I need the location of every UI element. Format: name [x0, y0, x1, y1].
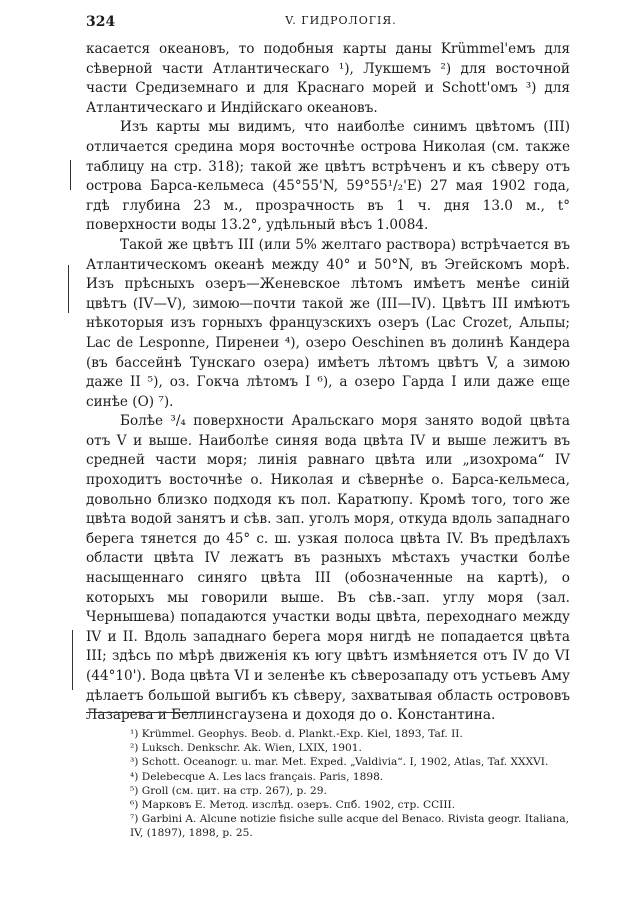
body-text: [86, 40, 570, 726]
running-head: V. ГИДРОЛОГІЯ.: [285, 14, 397, 27]
paragraph-4: Болѣе ³/₄ поверхности Аральскаго моря занято водой цвѣта отъ V и выше. Наиболѣе синяя вода цвѣта IV и выше лежитъ въ средней части моря; линія равнаго цвѣта или „изохрома“ IV проходитъ восточнѣе о. Николая и сѣвернѣе о. Барса-кельмеса, довольно близко подходя къ пол. Каратюпу. Кромѣ того, того же цвѣта водой занятъ и сѣв. зап. уголъ моря, откуда вдоль западнаго берега тянется до 45° с. ш. узкая полоса цвѣта IV. Въ предѣлахъ области цвѣта IV лежатъ въ разныхъ мѣстахъ участки болѣе насыщеннаго синяго цвѣта III (обозначенные на картѣ), о которыхъ мы говорили выше. Въ сѣв.-зап. углу моря (зал. Чернышева) попадаются участки воды цвѣта, переходнаго между IV и II. Вдоль западнаго берега моря нигдѣ не попадается цвѣта III; здѣсь по мѣрѣ движенія къ югу цвѣтъ измѣняется отъ IV до VI (44°10'). Вода цвѣта VI и зеленѣе къ сѣверозападу отъ устьевъ Аму дѣлаетъ большой выгибъ къ сѣверу, захватывая область острововъ Лазарева и Беллинсгаузена и доходя до о. Константина.: [86, 413, 570, 724]
margin-mark: [70, 160, 71, 190]
paragraph-1: касается океановъ, то подобныя карты даны Krümmel'емъ для сѣверной части Атлантическаго ¹), Лукшемъ ²) для восточной части Средиземнаго и для Краснаго морей и Schott'омъ ³) для Атлантическаго и Индійскаго океановъ.: [86, 41, 570, 116]
footnote-6: ⁶) Марковъ Е. Метод. изслѣд. озеръ. Спб. 1902, стр. CCIII.: [130, 799, 456, 812]
footnote-5: ⁵) Groll (см. цит. на стр. 267), p. 29.: [130, 784, 327, 797]
footnotes: [86, 727, 570, 841]
margin-mark: [72, 630, 73, 690]
page-number: 324: [86, 14, 116, 30]
footnote-1: ¹) Krümmel. Geophys. Beob. d. Plankt.-Exp. Kiel, 1893, Taf. II.: [130, 728, 463, 740]
paragraph-2: Изъ карты мы видимъ, что наиболѣе синимъ цвѣтомъ (III) отличается средина моря восточнѣе острова Николая (см. также таблицу на стр. 318); такой же цвѣтъ встрѣченъ и къ сѣверу отъ острова Барса-кельмеса (45°55'N, 59°55¹/₂'E) 27 мая 1902 года, гдѣ глубина 23 м., прозрачность въ 1 ч. дня 13.0 м., t° поверхности воды 13.2°, удѣльный вѣсъ 1.0084.: [86, 119, 570, 234]
page-header: [86, 14, 566, 34]
footnote-rule: [86, 712, 202, 713]
margin-mark: [68, 265, 69, 313]
footnote-4: ⁴) Delebecque A. Les lacs français. Paris, 1898.: [130, 770, 384, 783]
footnote-7: ⁷) Garbini A. Alcune notizie fisiche sulle acque del Benaco. Rivista geogr. Italiana, IV, (1897), 1898, p. 25.: [130, 813, 570, 840]
footnote-3: ³) Schott. Oceanogr. u. mar. Met. Exped. „Valdivia“. I, 1902, Atlas, Taf. XXXVI.: [130, 756, 549, 769]
footnote-2: ²) Luksch. Denkschr. Ak. Wien, LXIX, 1901.: [130, 742, 362, 755]
paragraph-3: Такой же цвѣтъ III (или 5% желтаго раствора) встрѣчается въ Атлантическомъ океанѣ между 40° и 50°N, въ Эгейскомъ морѣ. Изъ прѣсныхъ озеръ—Женевское лѣтомъ имѣетъ менѣе синій цвѣтъ (IV—V), зимою—почти такой же (III—IV). Цвѣтъ III имѣютъ нѣкоторыя изъ горныхъ французскихъ озеръ (Lac Crozet, Альпы; Lac de Lesponne, Пиренеи ⁴), озеро Oeschinen въ долинѣ Кандера (въ бассейнѣ Тунскаго озера) имѣетъ лѣтомъ цвѣтъ V, а зимою даже II ⁵), оз. Гокча лѣтомъ I ⁶), а озеро Гарда I или даже еще синѣе (O) ⁷).: [86, 236, 570, 410]
